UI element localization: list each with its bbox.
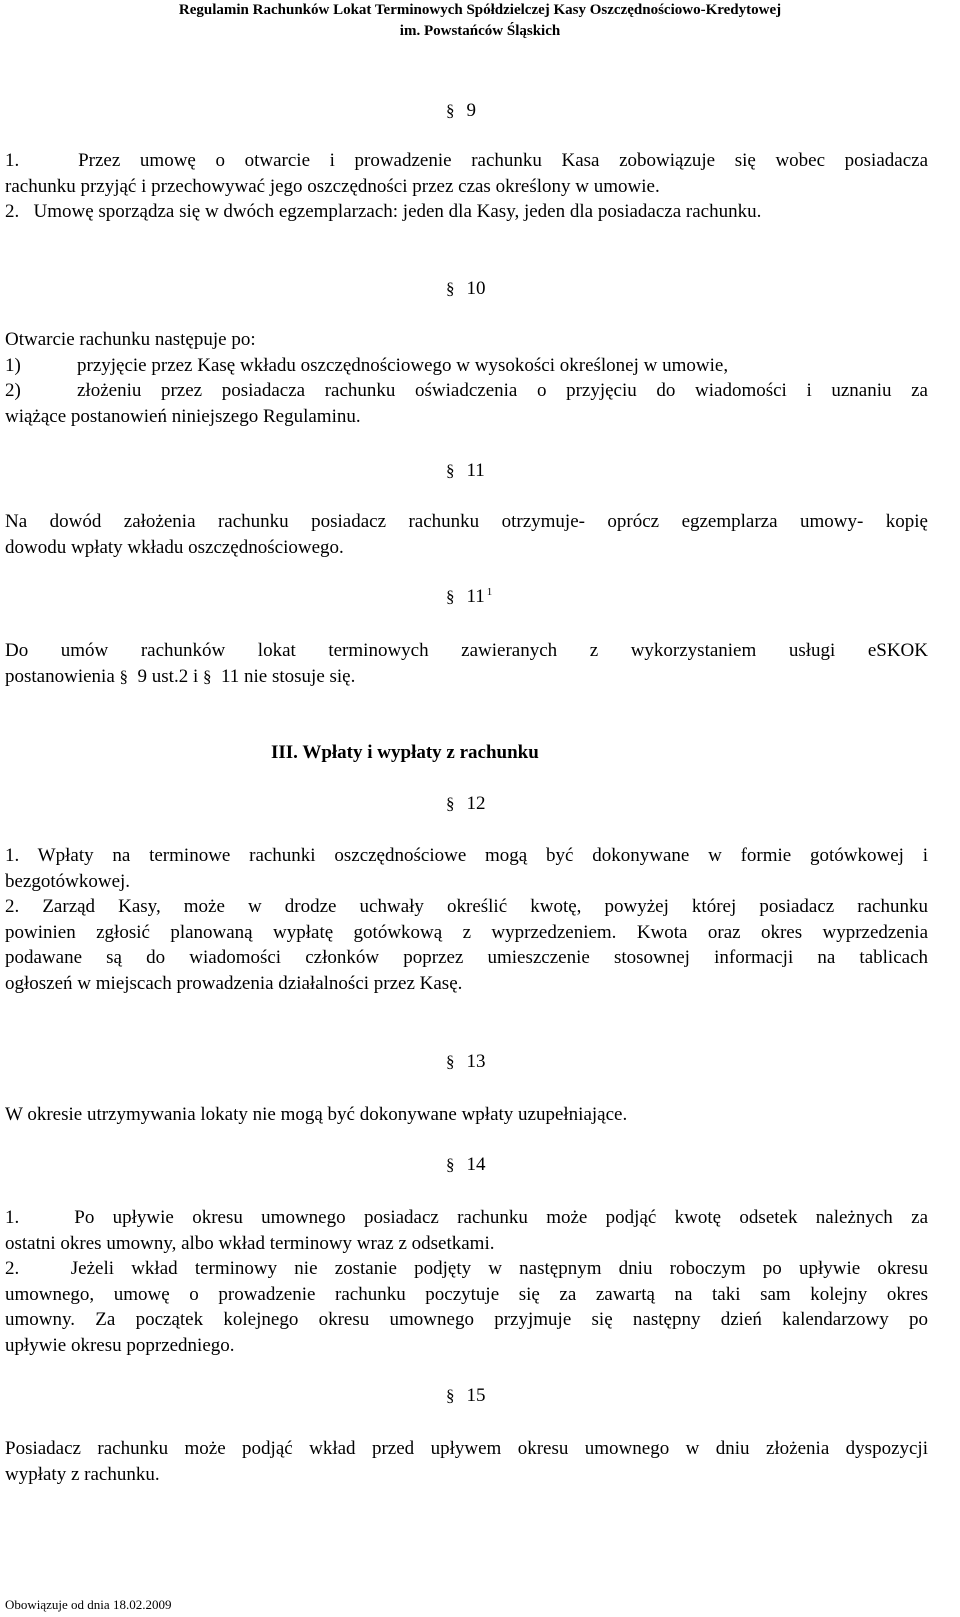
section-11-1-body — [5, 638, 928, 689]
text-line: rachunku przyjąć i przechowywać jego oszczędności przez czas określony w umowie. — [5, 175, 660, 197]
text-line: 1. Po upływie okresu umownego posiadacz rachunku może podjąć kwotę odsetek należnych za — [5, 1207, 929, 1228]
section-15-body — [5, 1436, 928, 1487]
text-line: postanowienia § 9 ust.2 i § 11 nie stosuje się. — [5, 665, 356, 687]
section-symbol: § — [446, 1052, 455, 1071]
header-subtitle: im. Powstańców Śląskich — [399, 23, 561, 39]
text-line: Otwarcie rachunku następuje po: — [5, 329, 256, 350]
text-line: podawane są do wiadomości członków poprzez umieszczenie stosownej informacji na tablicach — [5, 947, 928, 968]
section-13-body — [5, 1102, 928, 1128]
text-line: Do umów rachunków lokat terminowych zawieranych z wykorzystaniem usługi eSKOK — [5, 640, 928, 661]
text-line: 2. Umowę sporządza się w dwóch egzemplarzach: jeden dla Kasy, jeden dla posiadacza rachunku. — [5, 201, 762, 222]
text-line: upływie okresu poprzedniego. — [5, 1334, 235, 1356]
list-item: 1) przyjęcie przez Kasę wkładu oszczędnościowego w wysokości określonej w umowie, — [5, 354, 729, 376]
text-line: Posiadacz rachunku może podjąć wkład przed upływem okresu umownego w dniu złożenia dyspozycji — [5, 1438, 928, 1459]
section-12-body — [5, 843, 928, 996]
text-line: 1. Przez umowę o otwarcie i prowadzenie rachunku Kasa zobowiązuje się wobec posiadacza — [5, 150, 928, 171]
document-footer: Obowiązuje od dnia 18.02.2009 — [5, 1597, 172, 1612]
section-11-1-heading: § 11 $^1$ — [446, 586, 493, 607]
text-line: umowny. Za początek kolejnego okresu umownego przyjmuje się następny dzień kalendarzowy po — [5, 1309, 928, 1330]
section-symbol: § — [446, 279, 455, 298]
text-line: wypłaty z rachunku. — [5, 1463, 160, 1485]
text-line: bezgotówkowej. — [5, 870, 131, 892]
document-header — [0, 0, 960, 42]
header-title: Regulamin Rachunków Lokat Terminowych Spółdzielczej Kasy Oszczędnościowo-Kredytowej — [178, 2, 782, 18]
text-line: dowodu wpłaty wkładu oszczędnościowego. — [5, 536, 344, 558]
section-9-heading: § 9 — [446, 100, 476, 121]
section-9-body — [5, 148, 928, 225]
text-line: umownego, umowę o prowadzenie rachunku poczytuje się za zawartą na taki sam kolejny okres — [5, 1283, 928, 1305]
section-symbol: § — [446, 587, 455, 606]
section-symbol: § — [446, 1386, 455, 1405]
section-14-heading: § 14 — [446, 1154, 486, 1175]
text-line: W okresie utrzymywania lokaty nie mogą być dokonywane wpłaty uzupełniające. — [5, 1104, 628, 1125]
section-symbol: § — [446, 461, 455, 480]
text-line: powinien zgłosić planowaną wypłatę gotówkową z wyprzedzeniem. Kwota oraz okres wyprzedzenia — [5, 921, 928, 943]
text-line: 1. Wpłaty na terminowe rachunki oszczędnościowe mogą być dokonywane w formie gotówkowej i — [5, 845, 928, 866]
section-11-body — [5, 509, 928, 560]
section-15-heading: § 15 — [446, 1385, 486, 1406]
text-line: 2. Zarząd Kasy, może w drodze uchwały określić kwotę, powyżej której posiadacz rachunku — [5, 896, 928, 917]
list-item: 2) złożeniu przez posiadacza rachunku oświadczenia o przyjęciu do wiadomości i uznaniu za — [5, 380, 928, 401]
section-symbol: § — [446, 101, 455, 120]
section-14-body — [5, 1205, 928, 1358]
section-12-heading: § 12 — [446, 793, 486, 814]
chapter-heading: III. Wpłaty i wypłaty z rachunku — [271, 742, 539, 763]
section-symbol: § — [446, 1155, 455, 1174]
text-line: 2. Jeżeli wkład terminowy nie zostanie podjęty w następnym dniu roboczym po upływie okresu — [5, 1258, 928, 1279]
text-line: Na dowód założenia rachunku posiadacz rachunku otrzymuje- oprócz egzemplarza umowy- kopię — [5, 511, 928, 532]
section-11-heading: § 11 — [446, 460, 485, 481]
section-symbol: § — [446, 794, 455, 813]
section-13-heading: § 13 — [446, 1051, 486, 1072]
text-line: ogłoszeń w miejscach prowadzenia działalności przez Kasę. — [5, 972, 463, 994]
text-line: wiążące postanowień niniejszego Regulaminu. — [5, 405, 361, 427]
section-10-heading: § 10 — [446, 278, 486, 299]
section-10-body — [5, 327, 928, 429]
text-line: ostatni okres umowny, albo wkład terminowy wraz z odsetkami. — [5, 1232, 495, 1254]
